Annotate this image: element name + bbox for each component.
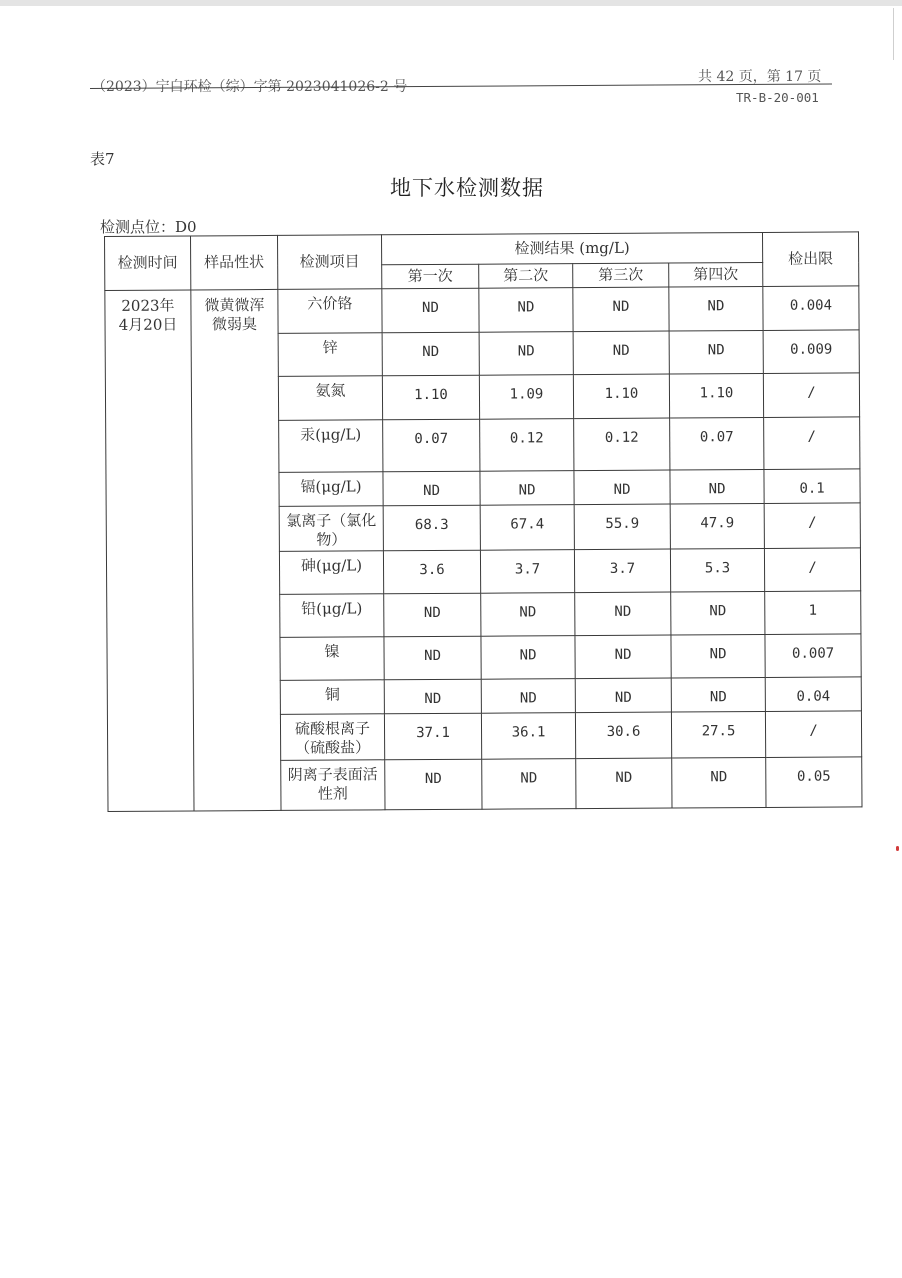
result-cell: 37.1 xyxy=(384,713,481,760)
result-cell: ND xyxy=(482,759,576,810)
sample-description-line-2: 微弱臭 xyxy=(211,315,258,334)
detection-limit-cell: 0.009 xyxy=(763,330,859,374)
sample-description-line-1: 微黄微浑 xyxy=(204,296,265,315)
result-cell: ND xyxy=(575,678,671,713)
result-cell: 0.12 xyxy=(574,418,670,471)
item-cell: 氯离子（氯化物） xyxy=(279,506,383,552)
table-number: 表7 xyxy=(90,150,115,168)
result-cell: ND xyxy=(479,288,573,333)
result-cell: 1.10 xyxy=(382,375,479,420)
result-cell: ND xyxy=(574,470,670,505)
result-cell: ND xyxy=(481,636,575,680)
detection-limit-cell: 0.05 xyxy=(766,757,862,808)
result-cell: ND xyxy=(573,331,669,375)
form-code: TR-B-20-001 xyxy=(736,90,819,105)
result-cell: ND xyxy=(382,288,479,333)
detection-limit-cell: 0.004 xyxy=(763,286,859,331)
item-cell: 六价铬 xyxy=(278,289,382,334)
detection-limit-cell: 0.007 xyxy=(765,634,861,678)
result-cell: 0.07 xyxy=(383,419,480,472)
result-cell: 5.3 xyxy=(670,548,764,592)
result-cell: 1.10 xyxy=(573,374,669,419)
item-cell: 锌 xyxy=(278,333,382,377)
result-cell: ND xyxy=(575,635,671,679)
result-cell: ND xyxy=(575,592,671,636)
header-row-top xyxy=(105,232,859,267)
result-cell: ND xyxy=(382,332,479,376)
col-header-run-4: 第四次 xyxy=(669,262,763,287)
result-cell: 68.3 xyxy=(383,505,480,551)
result-cell: ND xyxy=(670,469,764,504)
result-cell: 55.9 xyxy=(574,504,670,550)
sample-description-cell xyxy=(191,289,281,811)
result-cell: 1.10 xyxy=(669,373,763,418)
col-header-run-3: 第三次 xyxy=(573,263,669,288)
result-cell: ND xyxy=(671,591,765,635)
detection-limit-cell: 0.04 xyxy=(765,677,861,712)
item-cell: 砷(μg/L) xyxy=(279,551,383,595)
result-cell: ND xyxy=(481,679,575,714)
item-cell: 硫酸根离子（硫酸盐） xyxy=(280,714,384,761)
table-row xyxy=(105,286,859,335)
result-cell: ND xyxy=(672,757,766,808)
result-cell: 30.6 xyxy=(575,712,671,759)
result-cell: ND xyxy=(480,471,574,506)
scan-artifact-line xyxy=(893,8,894,60)
item-cell: 铅(μg/L) xyxy=(280,594,384,638)
result-cell: ND xyxy=(669,330,763,374)
item-cell: 镉(μg/L) xyxy=(279,472,383,507)
result-cell: 3.6 xyxy=(383,550,480,594)
scan-top-edge xyxy=(0,0,902,6)
sampling-date-year: 2023年 xyxy=(121,296,175,315)
result-cell: ND xyxy=(669,286,763,331)
result-cell: ND xyxy=(671,677,765,712)
result-cell: 0.12 xyxy=(480,419,574,472)
result-cell: 0.07 xyxy=(670,417,764,470)
detection-limit-cell: / xyxy=(764,417,860,470)
data-table-container xyxy=(104,231,863,812)
result-cell: ND xyxy=(671,634,765,678)
detection-limit-cell: / xyxy=(763,373,859,418)
result-cell: 3.7 xyxy=(480,550,574,594)
item-cell: 汞(μg/L) xyxy=(279,420,383,473)
result-cell: ND xyxy=(383,471,480,506)
result-cell: 27.5 xyxy=(671,711,765,758)
item-cell: 氨氮 xyxy=(278,376,382,421)
sampling-date-cell xyxy=(105,290,194,812)
result-cell: 67.4 xyxy=(480,505,574,551)
result-cell: ND xyxy=(481,593,575,637)
detection-limit-cell: / xyxy=(765,711,861,758)
detection-limit-cell: 0.1 xyxy=(764,469,860,504)
col-header-limit: 检出限 xyxy=(763,232,859,287)
result-cell: 3.7 xyxy=(574,549,670,593)
result-cell: 1.09 xyxy=(479,375,573,420)
page-title: 地下水检测数据 xyxy=(390,176,544,200)
col-header-item: 检测项目 xyxy=(277,235,381,290)
result-cell: ND xyxy=(384,679,481,714)
result-cell: ND xyxy=(573,287,669,332)
result-cell: 36.1 xyxy=(481,713,575,760)
result-cell: ND xyxy=(479,332,573,376)
sampling-date-day: 4月20日 xyxy=(118,315,178,334)
col-header-results: 检测结果 (mg/L) xyxy=(381,232,762,264)
sampling-site-label: 检测点位：D0 xyxy=(100,218,197,236)
col-header-sample: 样品性状 xyxy=(191,235,278,290)
result-cell: ND xyxy=(384,593,481,637)
detection-limit-cell: / xyxy=(764,503,860,549)
page-info: 共 42 页，第 17 页 xyxy=(698,69,822,85)
item-cell: 阴离子表面活性剂 xyxy=(281,760,385,811)
document-number: （2023）宁白环检（综）字第 2023041026-2 号 xyxy=(92,79,408,95)
col-header-time: 检测时间 xyxy=(105,236,191,291)
result-cell: ND xyxy=(384,636,481,680)
groundwater-data-table xyxy=(104,231,863,812)
col-header-run-2: 第二次 xyxy=(479,264,573,289)
detection-limit-cell: / xyxy=(764,548,860,592)
result-cell: ND xyxy=(385,759,482,810)
col-header-run-1: 第一次 xyxy=(382,264,479,289)
item-cell: 铜 xyxy=(280,680,384,715)
scan-mark xyxy=(896,846,899,851)
result-cell: 47.9 xyxy=(670,503,764,549)
result-cell: ND xyxy=(576,758,672,809)
detection-limit-cell: 1 xyxy=(765,591,861,635)
item-cell: 镍 xyxy=(280,637,384,681)
